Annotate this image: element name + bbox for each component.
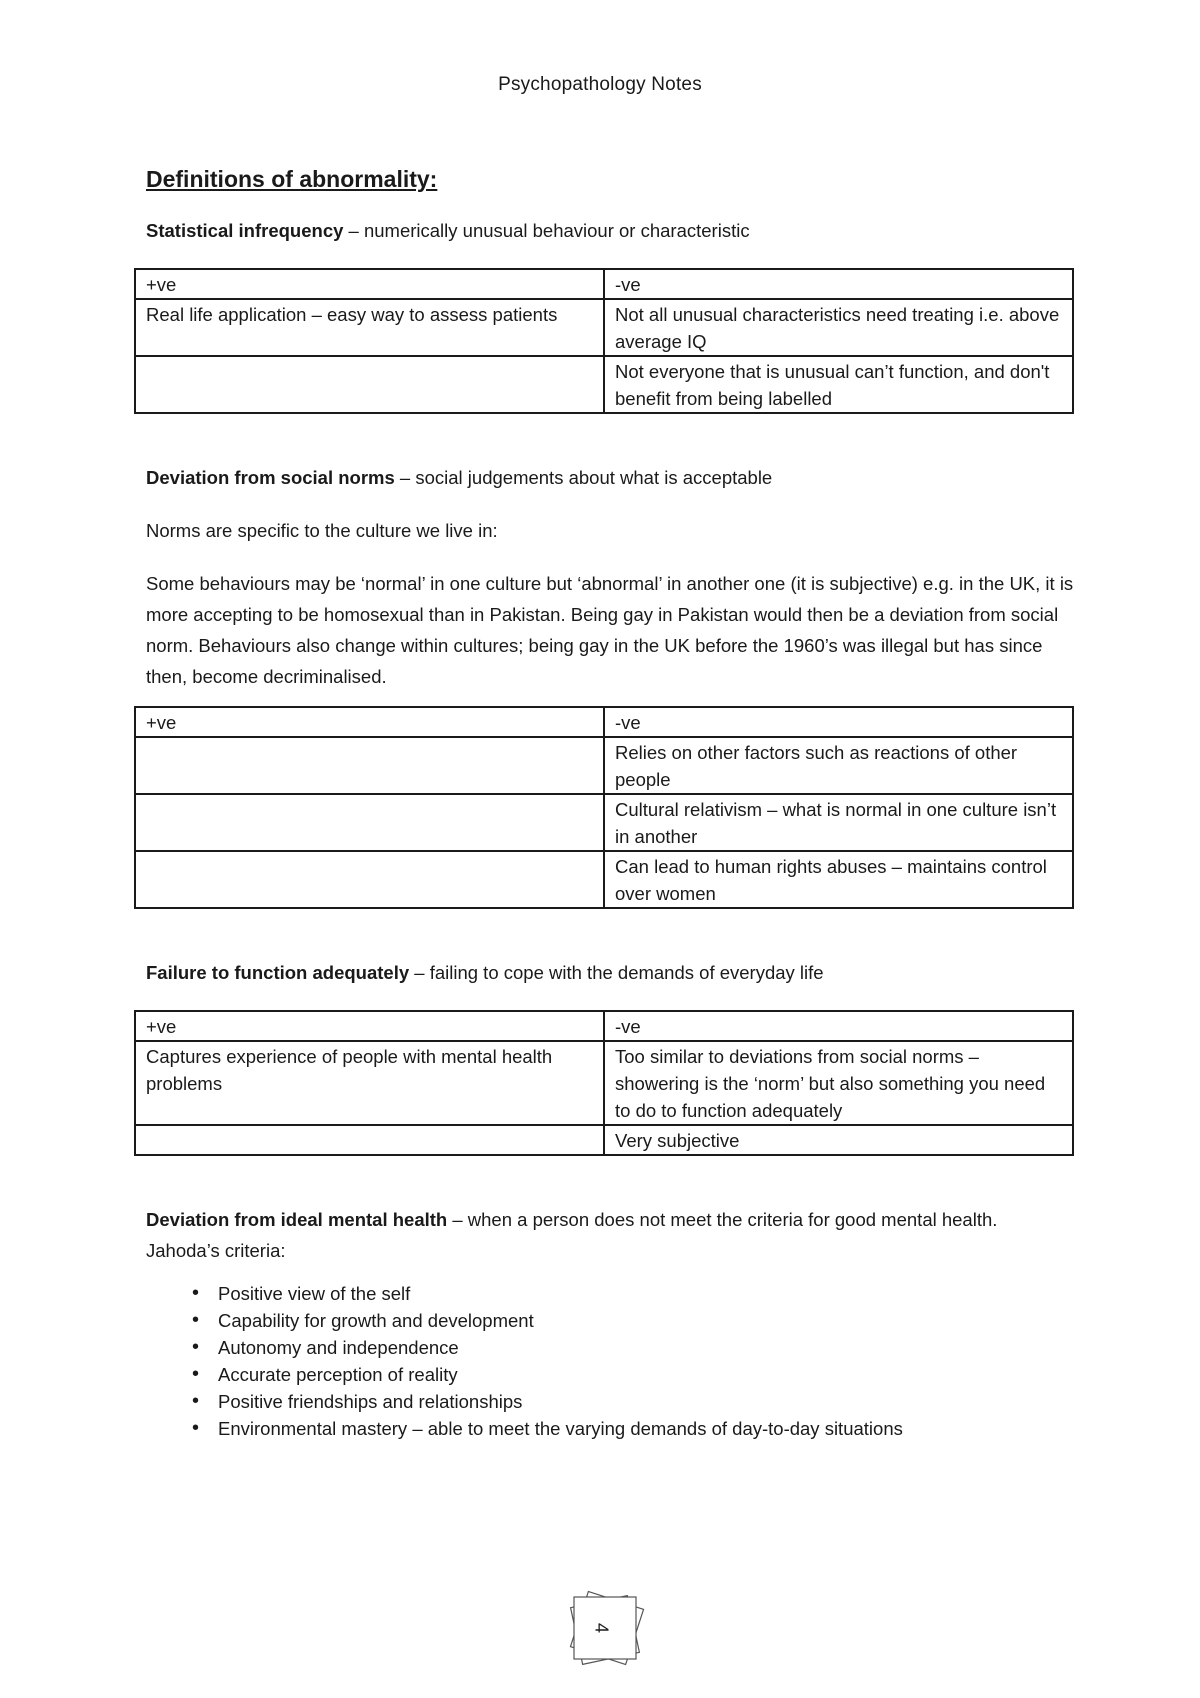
pos-cell: Captures experience of people with mental health problems (135, 1041, 604, 1125)
table-header-row (135, 1011, 1073, 1041)
table-row (135, 299, 1073, 356)
page-heading: Definitions of abnormality: (146, 166, 438, 192)
pos-cell (135, 737, 604, 794)
page-header: Psychopathology Notes (498, 74, 702, 95)
pos-cell (135, 1125, 604, 1155)
table-row (135, 851, 1073, 908)
list-item: • Environmental mastery – able to meet the varying demands of day-to-day situations (192, 1415, 1076, 1442)
neg-cell: Very subjective (604, 1125, 1073, 1155)
table-row (135, 1125, 1073, 1155)
statistical-table (134, 268, 1074, 414)
neg-cell: Cultural relativism – what is normal in one culture isn’t in another (604, 794, 1073, 851)
neg-cell: Relies on other factors such as reactions of other people (604, 737, 1073, 794)
social-norms-definition: – social judgements about what is acceptable (394, 467, 773, 488)
ideal-term: Deviation from ideal mental health (146, 1209, 448, 1230)
social-norms-term: Deviation from social norms (146, 467, 395, 488)
page-number-badge (560, 1585, 650, 1675)
social-norms-intro (146, 462, 1076, 493)
neg-cell: Too similar to deviations from social norms – showering is the ‘norm’ but also something you need to do to function adequately (604, 1041, 1073, 1125)
pos-cell (135, 356, 604, 413)
pos-header: +ve (135, 707, 604, 737)
failure-intro (146, 957, 1076, 988)
page-number: 4 (591, 1622, 612, 1634)
neg-header: -ve (604, 1011, 1073, 1041)
statistical-intro (146, 215, 1076, 246)
statistical-term: Statistical infrequency (146, 220, 344, 241)
table-row (135, 737, 1073, 794)
neg-header: -ve (604, 707, 1073, 737)
social-norms-table (134, 706, 1074, 909)
statistical-definition: – numerically unusual behaviour or characteristic (343, 220, 750, 241)
neg-cell: Not all unusual characteristics need treating i.e. above average IQ (604, 299, 1073, 356)
jahoda-criteria-list (146, 1280, 1076, 1442)
pos-cell (135, 851, 604, 908)
pos-header: +ve (135, 1011, 604, 1041)
neg-cell: Not everyone that is unusual can’t function, and don't benefit from being labelled (604, 356, 1073, 413)
social-norms-para2: Some behaviours may be ‘normal’ in one culture but ‘abnormal’ in another one (it is subjective) e.g. in the UK, it is more accepting to be homosexual than in Pakistan. Being gay in Pakistan would then be a deviation from social norm. Behaviours also change within cultures; being gay in the UK before the 1960’s was illegal but has since then, become decriminalised. (146, 573, 1074, 687)
neg-header: -ve (604, 269, 1073, 299)
neg-cell: Can lead to human rights abuses – maintains control over women (604, 851, 1073, 908)
list-item: • Capability for growth and development (192, 1307, 1076, 1334)
failure-table (134, 1010, 1074, 1156)
failure-definition: – failing to cope with the demands of everyday life (409, 962, 824, 983)
pos-cell (135, 794, 604, 851)
table-row (135, 1041, 1073, 1125)
list-item: • Positive friendships and relationships (192, 1388, 1076, 1415)
failure-term: Failure to function adequately (146, 962, 410, 983)
table-header-row (135, 269, 1073, 299)
table-row (135, 794, 1073, 851)
list-item: • Accurate perception of reality (192, 1361, 1076, 1388)
table-row (135, 356, 1073, 413)
list-item: • Autonomy and independence (192, 1334, 1076, 1361)
ideal-definition: – when a person does not meet the criteria for good mental health. Jahoda’s criteria: (146, 1209, 998, 1261)
pos-cell: Real life application – easy way to assess patients (135, 299, 604, 356)
ideal-intro (146, 1204, 1076, 1266)
table-header-row (135, 707, 1073, 737)
list-item: • Positive view of the self (192, 1280, 1076, 1307)
social-norms-para1: Norms are specific to the culture we live in: (146, 520, 498, 541)
page-content (146, 160, 1076, 1442)
pos-header: +ve (135, 269, 604, 299)
